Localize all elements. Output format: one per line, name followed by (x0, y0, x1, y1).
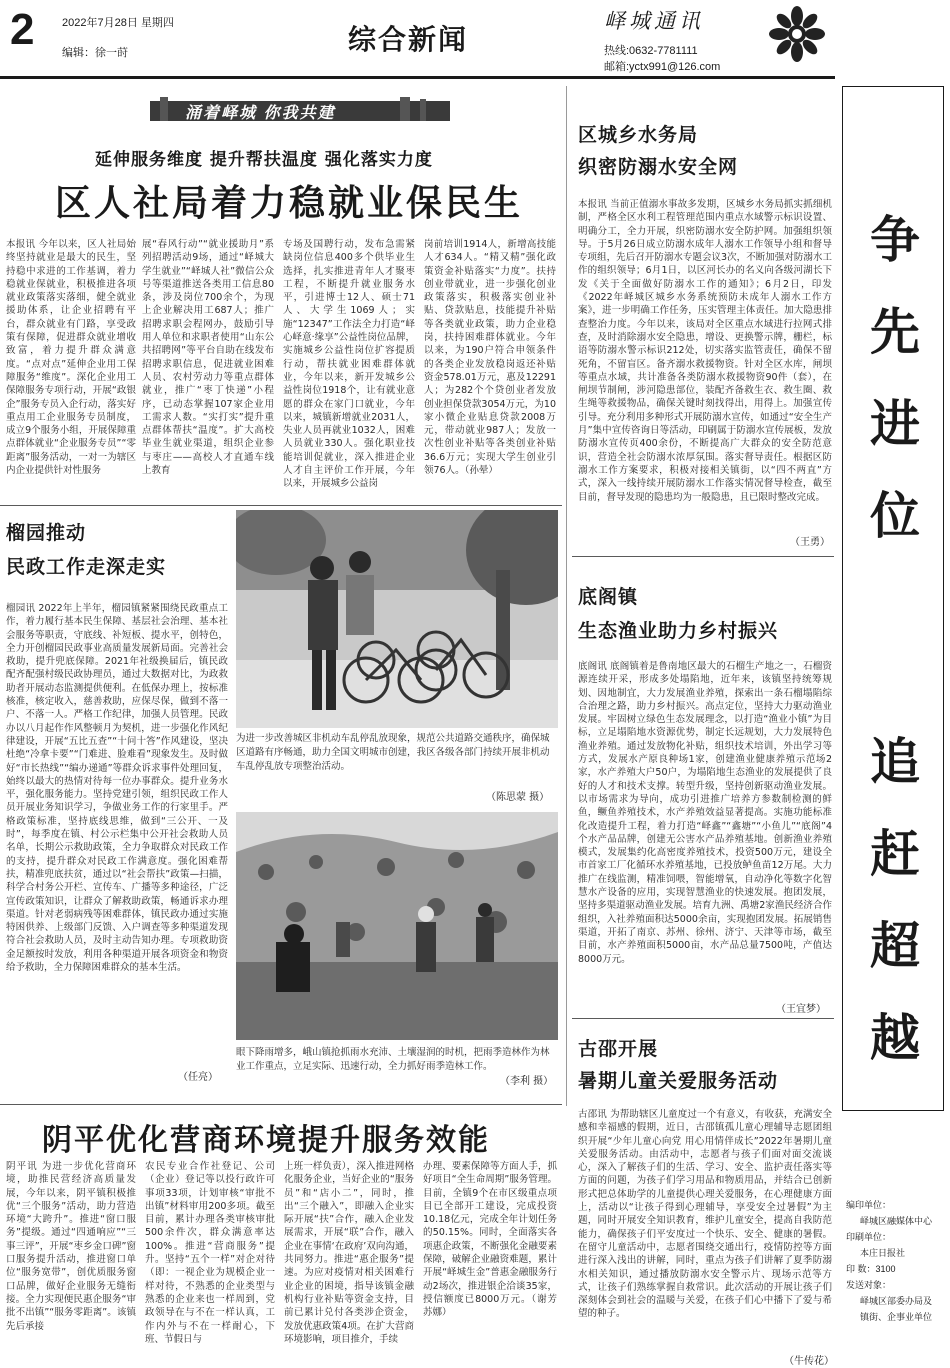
photo-afforestation (236, 812, 558, 1040)
yangping-column-2: 农民专业合作社登记、公司（企业）登记等以投行政许可事项33项，计划审核“审批不出镇”材料审用200多项。截至目前，累计办理各类审核审批500余件次，群众满意率达100%。推进“营商服务”提升。坚持“五个一样”对企对待（即：一视企业为规模企业一样对待，不熟悉的企业类型与熟悉的企业来也一样周到，党政领导在与不在一样认真，工作内外与不在一样耐心，下班、节假日与 (145, 1161, 275, 1345)
digezhen-bottom-rule (572, 1018, 834, 1019)
afforestation-photo-image (236, 812, 558, 1040)
imprint-line: 峄城区部委办局及 (860, 1296, 933, 1306)
editor-credit: 编辑：徐一莳 (62, 47, 128, 59)
liuyuan-byline: （任亮） (178, 1072, 218, 1083)
imprint-line: 本庄日报社 (860, 1248, 906, 1258)
issue-date: 2022年7月28日 星期四 (62, 17, 174, 29)
lead-headline: 区人社局着力稳就业保民生 (55, 182, 524, 224)
digezhen-body: 底阁讯 底阁镇着是鲁南地区最大的石榴生产地之一，石榴资源连续开采，形成多处塌陷地，近年来，该镇坚持统筹规划、因地制宜，大力发展渔业养殖，探索出一条石榴塌陷综合治理之路，助力乡村振兴。高点定位，坚持大力驱动渔业发展。牢固树立绿色生态发展理念，以打造“渔业小镇”为目标，立足塌陷地水资源优势，制定长远规划，大力发展特色渔业养殖。通过发放物化补贴，组织技术培训，外出学习等方式，发展水产原良种场1家，创建渔业健康养殖示范场2家，水产养殖大户50户，为塌陷地生态渔业的发展提供了良好的人才和技术支撑。转型升级，坚持创新驱动渔业发展。以市场需求为导向，成功引进推广培养方参数制检测的鲜鱼，鳜鱼养殖技术，水产养殖效益显著提高。实施功能标准化改造提升工程，着力打造“峄鑫”“鑫塘”“小鱼儿”“底阁”4个水产品品牌，创建无公害水产品养殖基地。创新渔业养殖模式，发展集约化高密度养殖技术，投资500万元，建设全市首家工厂化循环水养殖基地，已投放鲈鱼苗12万尾。大力推广在线监测，精准饲喂，智能增氧，自动净化等数字化智慧水产设备的应用，实现智慧渔业的快速发展。抱团发展，坚持多渠道驱动渔业发展。培育九洲、禹塘2家渔民经济合作组织，入社养殖面积达5000余亩，实现抱团发展。拓展销售渠道，开拓了南京、苏州、徐州、济宁、天津等市场，截至目前，水产养殖面积5000亩，水产品总量7500吨，产值达8000万元。 (578, 661, 832, 965)
digezhen-title-line2: 生态渔业助力乡村振兴 (578, 620, 779, 642)
slogan-char-8: 越 (870, 1008, 920, 1067)
photo-bike-parking (236, 510, 558, 728)
imprint-line: 发送对象： (846, 1280, 892, 1290)
photo2-credit: （李利 摄） (500, 1076, 554, 1087)
liuyuan-title-line1: 榴园推动 (6, 522, 87, 544)
imprint-line: 镇街、企事业单位 (860, 1312, 933, 1322)
yangping-top-rule (0, 1104, 562, 1105)
slogan-char-3: 进 (870, 394, 920, 453)
banner-slogan: 涌着峄城 你我共建 (185, 105, 336, 122)
pomegranate-flower-icon (762, 2, 832, 72)
photo2-caption: 眼下降雨增多，峨山镇抢抓雨水充沛、土壤湿润的时机，把雨季造林作为林业工作重点，立足实际、迅速行动，全力抓好雨季造林工作。 (236, 1047, 550, 1072)
imprint-line: 编印单位： (846, 1200, 892, 1210)
water-body: 本报讯 当前正值溺水事故多发期，区城乡水务局抓实抓细机制，严格全区水利工程管理范围内重点水域警示标识设置、明确分工，全力开展，织密防溺水安全防护网。加强组织领导。于5月26日成立防溺水成年人溺水工作领导小组和督导专项组，先后召开防溺水专题会议3次，不断加强对防溺水工作的组织领导；6月1日，以区河长办的名义向各级河湖长下发《关于全面做好防溺水工作的通知》；6月2日，印发《2022年峄城区城乡水务系统预防未成年人溺水工作方案》，进一步明确工作任务，压实管理主体责任。加大隐患排查整治力度。今年以来，该局对全区重点水域进行拉网式排查，及时消除溺水安全隐患，增设、更换警示牌，栅栏，标语等防溺水警示标识212处，切实落实监管责任，确保不留死角，不留盲区。备齐溺水救援物资。针对全区水库，闸坝等重点水域，共计准备各类防溺水救援物资90件（套），在闸坝节制闸，涉河隐患部位，装配齐备救生衣、救生圈、救生绳等救援物品，确保关键时刻找得出，用得上。加强宣传引导。充分利用多种形式开展防溺水宣传，如通过“安全生产月”集中宣传咨询日等活动，印刷属于防溺水宣传展板，发放防溺水宣传页400余份，不断提高广大群众的安全防范意识，营造全社会防溺水浓厚氛围。落实督导责任。根据区防溺水工作方案要求，积极对接相关镇街，以“四不两直”方式，深入一线持续开展防溺水工作落实情况督导检查，截至目前，督导发现的隐患均为一般隐患，且已限时整改完成。 (578, 199, 832, 503)
section-title: 综合新闻 (348, 24, 469, 55)
slogan-char-2: 先 (870, 302, 920, 361)
yangping-column-1: 阴平讯 为进一步优化营商环境，助推民营经济高质量发展，今年以来，阴平镇积极推优“三个服务”活动，助力营造环境“大跨升”。推进“窗口服务”提级。通过“四通响应”“三事三评”，开展“枣乡金口碑”窗口服务提升活动，推进窗口单位“服务宽带”，创优质服务窗口品牌，做好企业服务无缝衔接。全力实现便民惠企服务“审批不出镇”“服务零距离”。该镇先后承接 (6, 1161, 136, 1332)
imprint-line: 峄城区融媒体中心 (860, 1216, 933, 1226)
gushao-byline: （牛传花） (784, 1356, 834, 1367)
lead-bottom-rule (0, 505, 562, 506)
imprint-line: 印 数：3100 (846, 1264, 896, 1274)
lead-column-1: 本报讯 今年以来，区人社局始终坚持就业是最大的民生，坚持稳中求进的工作基调，着力稳就业保就业，积极推进各项就业政策落实落细，健全就业援助体系，让企业招聘有平台，群众就业有门路，享受政策有保障，促进群众就业增收致富，着力提升群众满意度。“点对点”延伸企业用工保障服务“维度”。深化企业用工保障服务专项行动，开展“政银企”服务专员入企行动，落实好重点用工企业服务专员制度，成立9个服务小组，开展保障重点群体就业“企业服务专员”“零距离”服务活动，一对一为辖区内企业提供针对性服务 (6, 239, 136, 477)
lead-column-4: 岗前培训1914人，新增高技能人才634人。“精又精”强化政策资金补贴落实“力度”。扶持创业带就业，进一步强化创业政策落实，积极落实创业补贴、贷款贴息，技能提升补贴等各类就业政策，助力企业稳岗，扶持困难群体就业。今年以来，为190户符合申领条件的各类企业发放稳岗返还补贴资金578.01万元，惠及12291人；为282个个贷创业者发放创业担保贷款3054万元，为10家小微企业贴息贷款2008万元，带动就业987人；发放一次性创业补贴等各类创业补贴36.6万元；实现大学生创业引领76人。（孙晕） (424, 239, 556, 477)
water-byline: （王勇） (790, 537, 830, 548)
imprint-line: 印刷单位： (846, 1232, 892, 1242)
slogan-char-5: 追 (870, 732, 920, 791)
water-title-line1: 区城乡水务局 (578, 124, 699, 146)
digezhen-byline: （王宜梦） (776, 1004, 826, 1015)
slogan-char-6: 赶 (870, 824, 920, 883)
slogan-char-7: 超 (870, 916, 920, 975)
yangping-column-4: 办理、要素保障等方面人手，抓好项目“全生命周期”服务管理。目前，全镇9个在市区级重点项目已全部开工建设，完成投资10.18亿元，完成全年计划任务的50.15%。同时，全面落实各项惠企政策，不断强化金融要素保障，破解企业融资难题，累计开展“峄城生金”普惠金融服务行动2场次，推进银企洽谈35家，授信额度已8000万元。（谢芳 苏娜） (423, 1161, 557, 1319)
gushao-body: 古邵讯 为帮助辖区儿童度过一个有意义，有收获，充满安全感和幸福感的假期，近日，古邵镇孤儿童心理辅导志愿团组织开展“少年儿童心向党 用心用情伴成长”2022年暑期儿童关爱服务活动。由活动中，志愿者与孩子们面对面交流谈心，深入了解孩子们的生活、学习、安全、监护责任落实等方面的问题，为孩子们学习用品和物质用品，并结合已创新形式把总体助学的儿童提供心理关爱服务，在心理健康方面上，活动以“让孩子得到心理辅导，享受安全过暑假”为主题，同时开展安全知识教育，维护儿童安全，提高自我防范能力，确保孩子们平安度过一个快乐、安全、健康的暑假。在留守儿童活动中，志愿者围绕交通出行，疫情防控等方面进行深入浅出的讲解，同时，重点为孩子们讲解了夏季防溺水相关知识，通过播放防溺水安全警示片、现场示范等方式，让孩子们熟练掌握自救常识。此次活动的开展让孩子们深刻体会到社会的温暖与关爱，在孩子们心中播下了爱与希望的种子。 (578, 1109, 832, 1320)
yangping-column-3: 上班一样负责），深入推进网格化服务企业，当好企业的“服务员”和“店小二”，同时，推出“三个融入”，即融入企业实际开展“扶”合作，融入企业发展需求，开展“联”合作，融入企业在事情‘在政府’双向沟通，共同努力。推进“惠企服务”提速。为应对疫情对相关困难行业企业的困境，指导该镇金融机构行业补贴等资金支持，目前已累计兑付各类涉企资金，发放优惠政策4项。在扩大营商环境影响，项目推介，手续 (284, 1161, 414, 1345)
photo1-caption: 为进一步改善城区非机动车乱停乱放现象，规范公共道路交通秩序，确保城区道路有序畅通，助力全国文明城市创建，我区各级各部门持续开展非机动车乱停乱放专项整治活动。 (236, 733, 550, 772)
slogan-char-1: 争 (870, 210, 920, 269)
lead-column-3: 专场及国聘行动，发布急需紧缺岗位信息400多个供毕业生选择，扎实推进青年人才聚枣工程，不断提升就业服务水平，引进博士12人、硕士71人、大学生1069人；实施“12347”工作法全力打造“峄心峄意·缘享”公益性岗位品牌，实施城乡公益性岗位扩容提质行动，帮扶就业困难群体就业，今年以来，新开发城乡公益性岗位1918个，让有就业意愿的群众在家门口就业，今年以来，城镇新增就业2031人，失业人员再就业1032人，困难人员就业330人。强化职业技能培训促就业，深入推进企业人才自主评价工作开展，今年以来，开展城乡公益岗 (283, 239, 415, 490)
page-number: 2 (10, 5, 35, 54)
gushao-title-line1: 古邵开展 (578, 1038, 659, 1060)
masthead-rule (0, 76, 835, 79)
paper-name: 峄城通讯 (604, 9, 704, 33)
gushao-title-line2: 暑期儿童关爱服务活动 (578, 1070, 779, 1092)
photo1-credit: （陈思蒙 摄） (486, 792, 550, 803)
water-bottom-rule (572, 556, 834, 557)
lead-subtitle: 延伸服务维度 提升帮扶温度 强化落实力度 (95, 150, 433, 170)
liuyuan-body: 榴园讯 2022年上半年，榴园镇紧紧围绕民政重点工作，着力履行基本民生保障、基层社会治理、基本社会服务等职责，守底线、补短板、提水平，创特色，全力开创榴园民政事业高质量发展新局面。完善社会救助，提升兜底保障。2021年社级换届后，镇民政配齐配强村级民政协理员，通过大数据对比，为政救助者开展动态监测提供便利。在低保办理上，按标准核准，核定收入，慈善救助，应保尽保，做到不落一户、不落一人。严格工作纪律，加强人员管理。民政办以八月起作作风整顿月为契机，进一步强化作风纪律建设，开展“五比五查”“十问十答”作风建设，坚决杜绝“冷拿卡要”“门难进、脸难看”现象发生。及时做好“市长热线”“编办递通”等群众诉求事件处理回复，始终以最大的热情对待每一位办事群众。提升业务水平，强化服务能力。坚持党建引领，组织民政工作人员开展业务知识学习，争做业务工作的行家里手。严格政策标准，坚持底线思维，做到“三公开、一及时”，每季度在镇、村公示栏集中公开社会救助人员名单，长期公示救助政策，全力争取群众对民政工作的支持，提升群众对民政工作满意度。强化困难帮扶，精准兜底扶贫，通过以“社会帮扶”政策—扫描，科学合村务公开栏、宣传车、广播等多种途径，广泛宣传政策知识，让群众了解救助政策，畅通诉求办理渠道。针对老弱病残等困难群体，镇民政办通过实施特困供养、上级部门反馈、入户调查等多种渠道发现符合社会救助人员，及时主动告知办理。专项救助资金足额按时发放，利用各种渠道开展各项资金和物资给予救助，全力保障困难群众的基本生活。 (6, 603, 228, 974)
water-title-line2: 织密防溺水安全网 (578, 156, 739, 178)
slogan-char-4: 位 (870, 486, 920, 545)
imprint-box (842, 1195, 944, 1365)
digezhen-title-line1: 底阁镇 (578, 586, 639, 608)
liuyuan-title-line2: 民政工作走深走实 (6, 556, 167, 578)
hotline: 热线:0632-7781111 (604, 45, 698, 57)
column-divider (566, 86, 567, 1106)
lead-column-2: 展“春风行动”“就业援助月”系列招聘活动9场，通过“峄城大学生就业”“峄城人社”微信公众号等渠道推送各类用工信息80条，涉及岗位700余个，为现上企业解决用工687人；推广招聘求职会程网办，鼓励引导用人单位和求职者使用“山东公共招聘网”等平台自助在线发布招聘求职信息，促进就业困难人员、农村劳动力等重点群体就业，推广“枣丁快递”小程序，已动态掌握107家企业用工需求人数。“实打实”提升重点群体帮扶“温度”。扩大高校毕业生就业渠道，组织企业参与枣庄——高校人才直通车线上教育 (142, 239, 274, 477)
yangping-headline: 阴平优化营商环境提升服务效能 (42, 1123, 490, 1158)
email-address: 邮箱:yctx991@126.com (604, 61, 721, 73)
bike-parking-photo-image (236, 510, 558, 728)
